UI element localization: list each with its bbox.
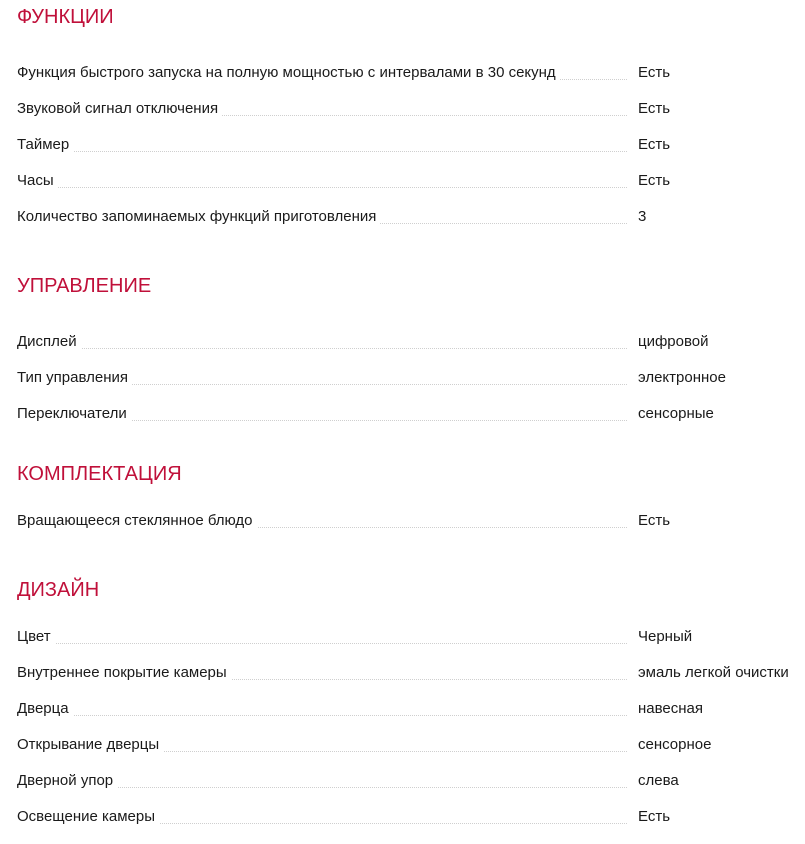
spec-value: Есть	[638, 64, 671, 81]
dotted-leader	[17, 643, 627, 644]
spec-value: цифровой	[638, 333, 709, 350]
dotted-leader	[17, 187, 627, 188]
spec-label: Количество запоминаемых функций приготовления	[17, 208, 380, 226]
spec-row	[17, 700, 805, 736]
spec-row	[17, 172, 805, 208]
spec-label: Дверца	[17, 700, 73, 718]
spec-row	[17, 136, 805, 172]
spec-value: Есть	[638, 136, 671, 153]
spec-value: электронное	[638, 369, 726, 386]
spec-value: Есть	[638, 172, 671, 189]
spec-row	[17, 808, 805, 844]
dotted-leader	[17, 151, 627, 152]
spec-label: Цвет	[17, 628, 55, 646]
spec-row	[17, 736, 805, 772]
spec-label: Освещение камеры	[17, 808, 159, 826]
spec-label: Дверной упор	[17, 772, 117, 790]
dotted-leader	[17, 715, 627, 716]
spec-label: Звуковой сигнал отключения	[17, 100, 222, 118]
spec-row	[17, 772, 805, 808]
spec-value: сенсорные	[638, 405, 714, 422]
spec-label: Таймер	[17, 136, 73, 154]
spec-label: Переключатели	[17, 405, 131, 423]
section-title-controls: УПРАВЛЕНИЕ	[17, 275, 152, 297]
spec-value: Черный	[638, 628, 693, 645]
spec-label: Внутреннее покрытие камеры	[17, 664, 231, 682]
spec-row	[17, 208, 805, 244]
spec-value: сенсорное	[638, 736, 712, 753]
spec-row	[17, 628, 805, 664]
spec-label: Вращающееся стеклянное блюдо	[17, 512, 257, 530]
section-title-functions: ФУНКЦИИ	[17, 6, 114, 28]
section-title-package-contents: КОМПЛЕКТАЦИЯ	[17, 463, 182, 485]
spec-row	[17, 512, 805, 548]
spec-row	[17, 664, 805, 700]
spec-value: слева	[638, 772, 679, 789]
spec-row	[17, 333, 805, 369]
spec-label: Функция быстрого запуска на полную мощностью с интервалами в 30 секунд	[17, 64, 560, 82]
spec-label: Тип управления	[17, 369, 132, 387]
specifications-page	[17, 0, 805, 844]
spec-row	[17, 100, 805, 136]
dotted-leader	[17, 348, 627, 349]
spec-row	[17, 64, 805, 100]
spec-value: Есть	[638, 100, 671, 117]
spec-row	[17, 369, 805, 405]
section-title-design: ДИЗАЙН	[17, 579, 100, 601]
spec-label: Открывание дверцы	[17, 736, 163, 754]
spec-value: Есть	[638, 512, 671, 529]
spec-value: 3	[638, 208, 647, 225]
spec-value: эмаль легкой очистки	[638, 664, 789, 681]
spec-label: Часы	[17, 172, 58, 190]
spec-value: навесная	[638, 700, 704, 717]
spec-label: Дисплей	[17, 333, 81, 351]
spec-value: Есть	[638, 808, 671, 825]
spec-row	[17, 405, 805, 441]
